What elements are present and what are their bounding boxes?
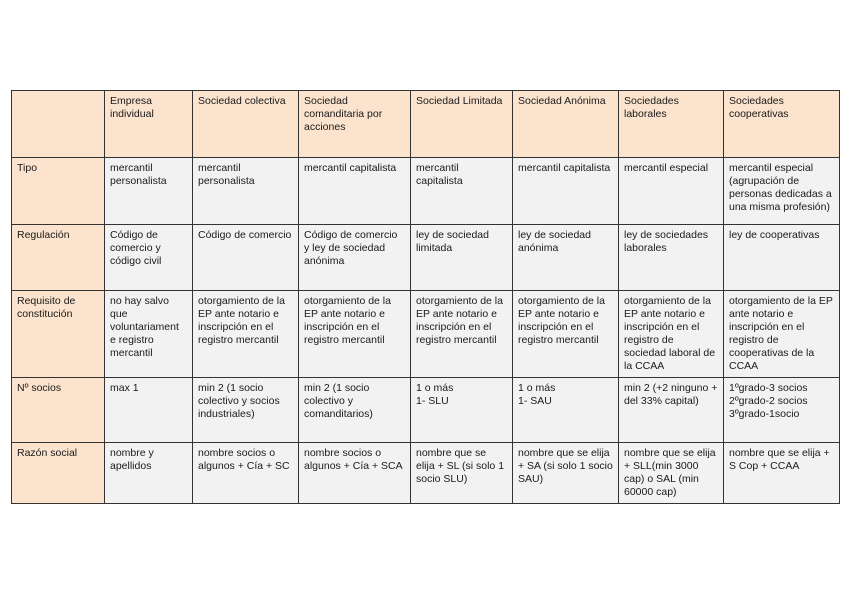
table-cell: nombre que se elija + SL (si solo 1 socio SLU) xyxy=(411,443,513,504)
column-header: Sociedades laborales xyxy=(619,91,724,158)
table-row xyxy=(12,291,840,378)
corner-cell xyxy=(12,91,105,158)
table-row xyxy=(12,158,840,225)
column-header: Sociedad Limitada xyxy=(411,91,513,158)
table-row xyxy=(12,225,840,291)
table-cell: min 2 (1 socio colectivo y socios industriales) xyxy=(193,378,299,443)
column-header: Sociedades cooperativas xyxy=(724,91,840,158)
table-cell: nombre que se elija + S Cop + CCAA xyxy=(724,443,840,504)
comparison-table xyxy=(11,90,840,504)
table-cell: mercantil especial (agrupación de personas dedicadas a una misma profesión) xyxy=(724,158,840,225)
table-cell: mercantil especial xyxy=(619,158,724,225)
column-header: Empresa individual xyxy=(105,91,193,158)
row-label: Requisito de constitución xyxy=(12,291,105,378)
table-cell: Código de comercio y código civil xyxy=(105,225,193,291)
column-header: Sociedad Anónima xyxy=(513,91,619,158)
table-cell: max 1 xyxy=(105,378,193,443)
table-cell: otorgamiento de la EP ante notario e inscripción en el registro mercantil xyxy=(299,291,411,378)
table-cell: otorgamiento de la EP ante notario e inscripción en el registro mercantil xyxy=(411,291,513,378)
table-row xyxy=(12,443,840,504)
table-cell: ley de sociedades laborales xyxy=(619,225,724,291)
table-cell: Código de comercio xyxy=(193,225,299,291)
header-row xyxy=(12,91,840,158)
table-cell: 1 o más 1- SAU xyxy=(513,378,619,443)
table-cell: mercantil personalista xyxy=(193,158,299,225)
table-cell: otorgamiento de la EP ante notario e inscripción en el registro de sociedad laboral de la CCAA xyxy=(619,291,724,378)
table-cell: mercantil capitalista xyxy=(299,158,411,225)
table-cell: 1ºgrado-3 socios 2ºgrado-2 socios 3ºgrado-1socio xyxy=(724,378,840,443)
table-cell: no hay salvo que voluntariament e registro mercantil xyxy=(105,291,193,378)
table-cell: nombre que se elija + SA (si solo 1 socio SAU) xyxy=(513,443,619,504)
table-cell: mercantil capitalista xyxy=(411,158,513,225)
row-label: Regulación xyxy=(12,225,105,291)
table-cell: Código de comercio y ley de sociedad anónima xyxy=(299,225,411,291)
table-cell: min 2 (+2 ninguno + del 33% capital) xyxy=(619,378,724,443)
column-header: Sociedad comanditaria por acciones xyxy=(299,91,411,158)
table-cell: otorgamiento de la EP ante notario e inscripción en el registro de cooperativas de la CCAA xyxy=(724,291,840,378)
table-cell: mercantil capitalista xyxy=(513,158,619,225)
table-cell: nombre y apellidos xyxy=(105,443,193,504)
table-cell: ley de cooperativas xyxy=(724,225,840,291)
table-cell: mercantil personalista xyxy=(105,158,193,225)
table-cell: otorgamiento de la EP ante notario e inscripción en el registro mercantil xyxy=(193,291,299,378)
table-row xyxy=(12,378,840,443)
row-label: Nº socios xyxy=(12,378,105,443)
table-cell: ley de sociedad limitada xyxy=(411,225,513,291)
table-cell: ley de sociedad anónima xyxy=(513,225,619,291)
row-label: Razón social xyxy=(12,443,105,504)
table-cell: 1 o más 1- SLU xyxy=(411,378,513,443)
table-cell: nombre socios o algunos + Cía + SCA xyxy=(299,443,411,504)
column-header: Sociedad colectiva xyxy=(193,91,299,158)
table-cell: nombre socios o algunos + Cía + SC xyxy=(193,443,299,504)
table-cell: nombre que se elija + SLL(min 3000 cap) o SAL (min 60000 cap) xyxy=(619,443,724,504)
table-cell: otorgamiento de la EP ante notario e inscripción en el registro mercantil xyxy=(513,291,619,378)
row-label: Tipo xyxy=(12,158,105,225)
table-cell: min 2 (1 socio colectivo y comanditarios) xyxy=(299,378,411,443)
